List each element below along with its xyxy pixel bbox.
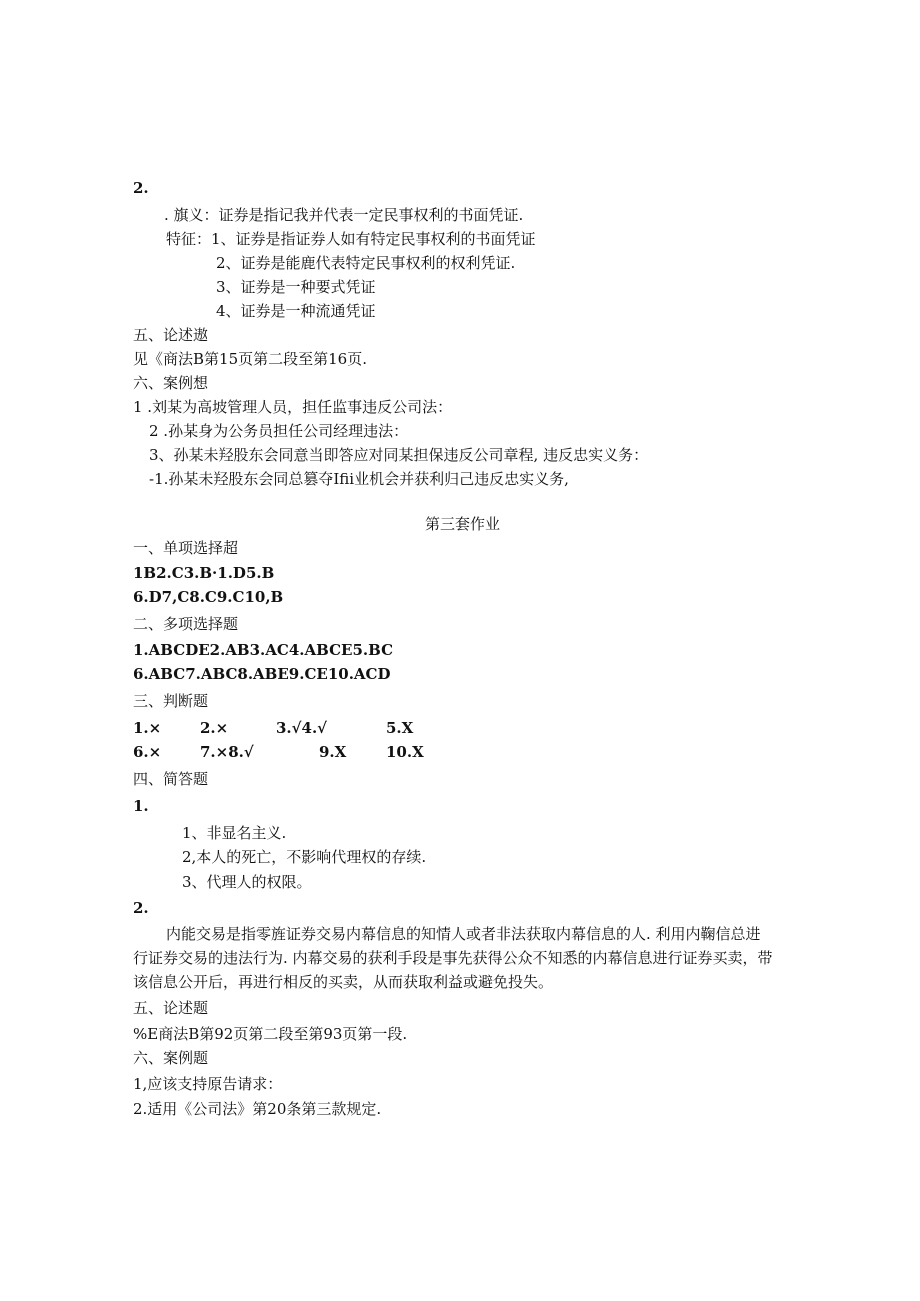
paragraph-line: 行证券交易的违法行为. 内幕交易的获利手段是事先获得公众不知悉的内幕信息进行证券买卖，带	[133, 949, 773, 967]
short-answer-item: 2,本人的死亡，不影响代理权的存续.	[182, 848, 427, 866]
paragraph-line: 内能交易是指零旌证券交易内幕信息的知情人或者非法获取内幕信息的人. 利用内鞠信总进	[166, 925, 761, 943]
answer-row: 1B2.C3.B·1.D5.B	[133, 564, 275, 582]
section-heading: 四、简答题	[133, 770, 209, 788]
judge-answer: 9.X	[319, 743, 347, 761]
feature-line: 2、证券是能鹿代表特定民事权利的权利凭证.	[216, 254, 516, 272]
definition-text: . 旗义：证券是指记我并代表一定民事权利的书面凭证.	[164, 206, 524, 224]
judge-answer: 5.X	[386, 719, 414, 737]
essay-answer: 见《商法B第15页第二段至第16页.	[133, 350, 367, 368]
answer-row: 6.D7,C8.C9.C10,B	[133, 588, 284, 606]
case-answer: -1.孙某未羟股东会同总篡夺Ifii业机会并获利归己违反忠实义务,	[149, 470, 569, 488]
judge-answer: 3.√4.√	[276, 719, 328, 737]
feature-line: 特征：1、证券是指证券人如有特定民事权利的书面凭证	[166, 230, 536, 248]
judge-answer: 10.X	[386, 743, 424, 761]
judge-answer: 6.×	[133, 743, 162, 761]
question-number: 2.	[133, 179, 149, 197]
page-title: 第三套作业	[425, 515, 501, 533]
section-heading: 三、判断题	[133, 692, 209, 710]
case-answer: 1,应该支持原告请求：	[133, 1075, 283, 1093]
judge-answer: 7.×8.√	[200, 743, 254, 761]
case-answer: 2 .孙某身为公务员担任公司经理违法：	[149, 422, 409, 440]
answer-row: 1.ABCDE2.AB3.AC4.ABCE5.BC	[133, 641, 394, 659]
question-number: 2.	[133, 899, 149, 917]
section-heading: 六、案例想	[133, 374, 209, 392]
essay-answer: %E商法B第92页第二段至第93页第一段.	[133, 1025, 408, 1043]
question-number: 1.	[133, 797, 149, 815]
judge-answer: 1.×	[133, 719, 162, 737]
section-heading: 五、论述题	[133, 999, 209, 1017]
feature-line: 3、证券是一种要式凭证	[216, 278, 376, 296]
section-heading: 六、案例题	[133, 1049, 209, 1067]
short-answer-item: 1、非显名主义.	[182, 824, 287, 842]
case-answer: 3、孙某未羟股东会同意当即答应对同某担保违反公司章程, 违反忠实义务：	[149, 446, 649, 464]
paragraph-line: 该信息公开后，再进行相反的买卖，从而获取利益或避免投失。	[133, 973, 554, 991]
section-heading: 二、多项选择题	[133, 615, 239, 633]
judge-answer: 2.×	[200, 719, 229, 737]
case-answer: 1 .刘某为高坡管理人员，担任监事违反公司法：	[133, 398, 453, 416]
section-heading: 一、单项选择超	[133, 539, 239, 557]
section-heading: 五、论述遨	[133, 326, 209, 344]
feature-line: 4、证券是一种流通凭证	[216, 302, 376, 320]
short-answer-item: 3、代理人的权限。	[182, 873, 312, 891]
answer-row: 6.ABC7.ABC8.ABE9.CE10.ACD	[133, 665, 391, 683]
case-answer: 2.适用《公司法》第20条第三款规定.	[133, 1100, 382, 1118]
